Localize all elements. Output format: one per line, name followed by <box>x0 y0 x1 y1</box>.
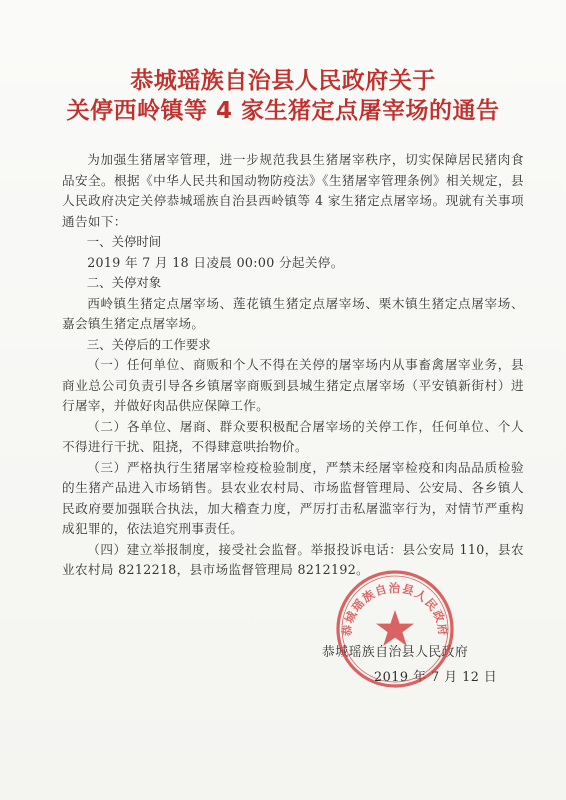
seal-ring-text: 恭城瑶族自治县人民政府 <box>339 581 451 638</box>
signature-date: 2019 年 7 月 12 日 <box>374 670 498 685</box>
section-2-heading: 二、关停对象 <box>86 275 162 290</box>
notice-body <box>62 150 524 581</box>
section-1-text: 2019 年 7 月 18 日凌晨 00:00 分起关停。 <box>87 254 344 270</box>
intro-paragraph: 为加强生猪屠宰管理，进一步规范我县生猪屠宰秩序，切实保障居民猪肉食品安全。根据《中华人民共和国动物防疫法》《生猪屠宰管理条例》相关规定，县人民政府决定关停恭城瑶族自治县西岭镇等 4 家生猪定点屠宰场。现就有关事项通告如下： <box>62 152 524 229</box>
requirement-item-3: （三）严格执行生猪屠宰检疫检验制度，严禁未经屠宰检疫和肉品品质检验的生猪产品进入市场销售。县农业农村局、市场监督管理局、公安局、各乡镇人民政府要加强联合执法，加大稽查力度，严厉打击私屠滥宰行为，对情节严重构成犯罪的，依法追究刑事责任。 <box>62 459 524 536</box>
notice-title-line-2: 关停西岭镇等 4 家生猪定点屠宰场的通告 <box>66 98 500 124</box>
red-star-seal-icon <box>334 568 456 690</box>
section-1-heading: 一、关停时间 <box>86 234 162 249</box>
requirement-item-4: （四）建立举报制度，接受社会监督。举报投诉电话：县公安局 110，县农业农村局 8212218，县市场监督管理局 8212192。 <box>62 541 524 577</box>
signature-organization: 恭城瑶族自治县人民政府 <box>322 645 469 660</box>
section-2-text: 西岭镇生猪定点屠宰场、莲花镇生猪定点屠宰场、栗木镇生猪定点屠宰场、嘉会镇生猪定点屠宰场。 <box>62 295 524 331</box>
requirement-item-1: （一）任何单位、商贩和个人不得在关停的屠宰场内从事畜禽屠宰业务，县商业总公司负责引导各乡镇屠宰商贩到县城生猪定点屠宰场（平安镇新街村）进行屠宰，并做好肉品供应保障工作。 <box>62 357 524 413</box>
requirement-item-2: （二）各单位、屠商、群众要积极配合屠宰场的关停工作，任何单位、个人不得进行干扰、阻挠，不得肆意哄抬物价。 <box>62 418 524 454</box>
section-3-heading: 三、关停后的工作要求 <box>86 336 211 352</box>
notice-title-line-1: 恭城瑶族自治县人民政府关于 <box>130 68 436 94</box>
